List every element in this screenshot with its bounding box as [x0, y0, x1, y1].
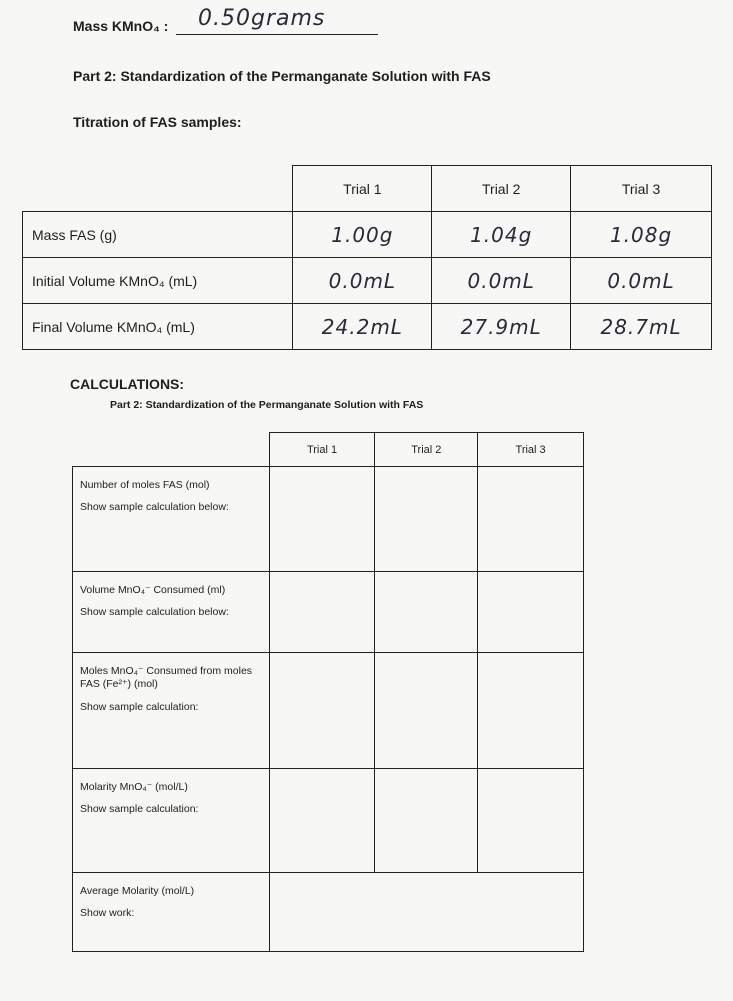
calc-row-label: Number of moles FAS (mol) — [80, 479, 210, 491]
titration-col-trial1: Trial 1 — [293, 166, 432, 212]
table-row — [73, 653, 584, 769]
final-volume-trial1: 24.2mL — [293, 304, 432, 350]
mass-kmno4-underline — [176, 34, 378, 35]
calc-row-note: Show sample calculation: — [80, 803, 199, 815]
mass-kmno4-value: 0.50grams — [198, 6, 326, 31]
calc-cell-molarity-trial2[interactable] — [375, 769, 478, 873]
mass-kmno4-label: Mass KMnO₄ : — [73, 18, 169, 34]
titration-corner — [23, 166, 293, 212]
initial-volume-trial3: 0.0mL — [571, 258, 712, 304]
calc-cell-moles-fas-trial2[interactable] — [375, 467, 478, 572]
calc-row-average-molarity — [73, 873, 270, 952]
row-label-mass-fas: Mass FAS (g) — [23, 212, 293, 258]
calc-row-label: Molarity MnO₄⁻ (mol/L) — [80, 781, 188, 793]
table-row — [73, 769, 584, 873]
calc-row-label: Moles MnO₄⁻ Consumed from moles FAS (Fe²⁺) (mol) — [80, 665, 253, 690]
calc-corner — [73, 433, 270, 467]
mass-fas-trial2: 1.04g — [432, 212, 571, 258]
table-row — [73, 467, 584, 572]
calc-row-note: Show work: — [80, 907, 135, 919]
calc-col-trial1: Trial 1 — [269, 433, 375, 467]
mass-fas-trial1: 1.00g — [293, 212, 432, 258]
calc-cell-moles-fas-trial1[interactable] — [269, 467, 375, 572]
table-row — [23, 258, 712, 304]
calc-row-note: Show sample calculation below: — [80, 606, 229, 618]
table-row — [23, 212, 712, 258]
initial-volume-trial2: 0.0mL — [432, 258, 571, 304]
calc-cell-moles-mno4-trial2[interactable] — [375, 653, 478, 769]
titration-title: Titration of FAS samples: — [73, 114, 242, 130]
final-volume-trial2: 27.9mL — [432, 304, 571, 350]
calculations-subtitle: Part 2: Standardization of the Permanganate Solution with FAS — [110, 399, 424, 411]
calc-cell-molarity-trial3[interactable] — [478, 769, 584, 873]
calc-header-row — [73, 433, 584, 467]
calculations-title: CALCULATIONS: — [70, 376, 185, 392]
titration-table — [22, 165, 712, 350]
calc-cell-average-molarity[interactable] — [269, 873, 583, 952]
part2-title: Part 2: Standardization of the Permanganate Solution with FAS — [73, 68, 491, 84]
calc-row-label: Volume MnO₄⁻ Consumed (ml) — [80, 584, 226, 596]
calc-row-molarity — [73, 769, 270, 873]
calc-row-note: Show sample calculation below: — [80, 501, 229, 513]
titration-col-trial2: Trial 2 — [432, 166, 571, 212]
calc-row-label: Average Molarity (mol/L) — [80, 885, 195, 897]
calc-row-note: Show sample calculation: — [80, 701, 199, 713]
calc-cell-volume-trial3[interactable] — [478, 572, 584, 653]
calculations-table — [72, 432, 584, 952]
table-row — [73, 572, 584, 653]
calc-cell-volume-trial1[interactable] — [269, 572, 375, 653]
final-volume-trial3: 28.7mL — [571, 304, 712, 350]
calc-row-moles-mno4 — [73, 653, 270, 769]
calc-col-trial3: Trial 3 — [478, 433, 584, 467]
calc-col-trial2: Trial 2 — [375, 433, 478, 467]
titration-header-row — [23, 166, 712, 212]
calc-row-moles-fas — [73, 467, 270, 572]
row-label-initial-volume: Initial Volume KMnO₄ (mL) — [23, 258, 293, 304]
calc-cell-moles-mno4-trial3[interactable] — [478, 653, 584, 769]
table-row — [73, 873, 584, 952]
titration-col-trial3: Trial 3 — [571, 166, 712, 212]
calc-cell-moles-mno4-trial1[interactable] — [269, 653, 375, 769]
table-row — [23, 304, 712, 350]
mass-fas-trial3: 1.08g — [571, 212, 712, 258]
calc-cell-volume-trial2[interactable] — [375, 572, 478, 653]
calc-row-volume-mno4 — [73, 572, 270, 653]
calc-cell-moles-fas-trial3[interactable] — [478, 467, 584, 572]
row-label-final-volume: Final Volume KMnO₄ (mL) — [23, 304, 293, 350]
calc-cell-molarity-trial1[interactable] — [269, 769, 375, 873]
initial-volume-trial1: 0.0mL — [293, 258, 432, 304]
